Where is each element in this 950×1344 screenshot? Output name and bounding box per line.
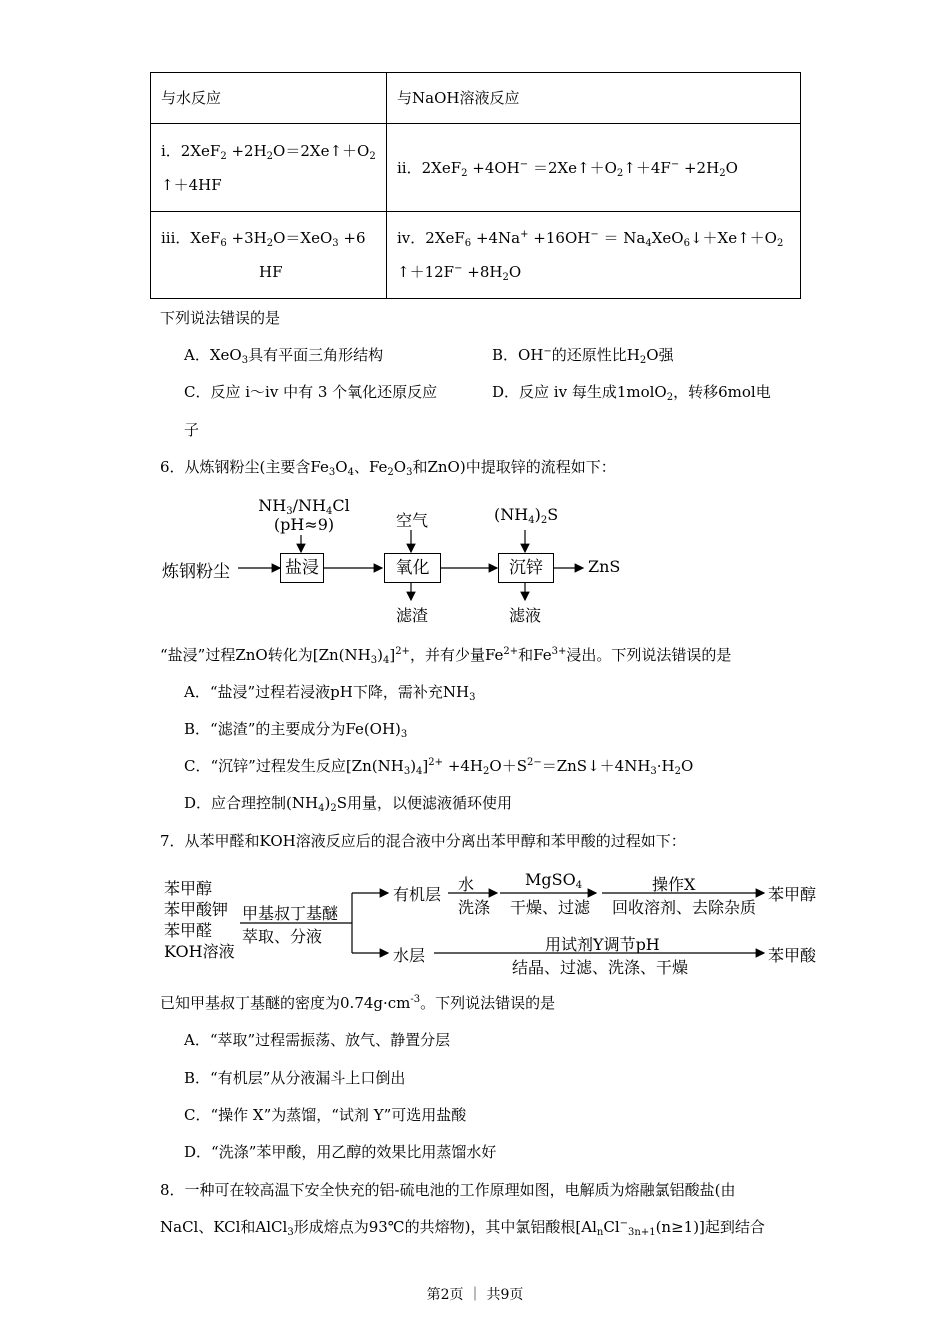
reaction-i: i．$2XeF_2 +2H_2O=2Xe↑+O_2$ ↑＋4HF — [151, 124, 387, 212]
text: 、Fe — [353, 458, 388, 476]
q7-product-benzyl-alcohol: 苯甲醇 — [768, 885, 817, 904]
q7-step1-bottom: 萃取、分液 — [242, 927, 323, 946]
q7-s2-bottom: 洗涤 — [458, 898, 491, 917]
rx-text: +4Na — [475, 229, 521, 247]
rx-text: +2H — [683, 158, 720, 177]
air-label: 空气 — [396, 511, 429, 530]
filtrate-label: 滤液 — [509, 606, 542, 625]
q8-line2: NaCl、KCl和AlCl$_3$形成熔点为93℃的共熔物)，其中氯铝酸根$[Al_nCl^-_{3n+1}(n\ge 1)]$起到结合 — [160, 1218, 765, 1238]
text: ) — [534, 505, 541, 524]
text: D．应合理控制(NH — [184, 794, 319, 812]
text: D．“洗涤”苯甲酸，用乙醇的效果比用蒸馏水好 — [184, 1143, 497, 1161]
text: A．“萃取”过程需振荡、放气、静置分层 — [184, 1031, 451, 1049]
text: ) — [377, 646, 383, 664]
q7-s5-bottom: 结晶、过滤、洗涤、干燥 — [512, 958, 689, 977]
rx-text: +4OH — [472, 158, 520, 177]
text: 已知甲基叔丁基醚的密度为0.74g·cm — [160, 994, 411, 1012]
page-footer: 第2页 ｜ 共9页 — [426, 1287, 524, 1303]
reaction-iii: iii．$XeF_6 +3H_2O=XeO_3 +6$ HF — [151, 212, 387, 299]
rx-text: iii．XeF — [161, 229, 221, 247]
q6-option-b: B．“滤渣”的主要成分为$Fe(OH)_3$ — [184, 720, 408, 740]
reagent1-label: $NH_3/NH_4Cl$ (pH≈9) — [258, 496, 350, 534]
text: (NH — [494, 505, 529, 524]
text: D．反应 iv 每生成1molO — [492, 383, 667, 401]
q7-s4-top: 操作X — [652, 875, 696, 894]
text: ] — [389, 646, 396, 664]
text: 和ZnO)中提取锌的流程如下： — [412, 458, 616, 476]
text: A．“盐浸”过程若浸液pH下降，需补充NH — [184, 683, 470, 701]
text: “盐浸”过程ZnO转化为[Zn(NH — [160, 646, 371, 664]
q8-line1 — [160, 1178, 735, 1202]
box-salt-leach: 盐浸 — [280, 553, 324, 583]
text: S — [547, 505, 559, 524]
q7-product-benzoic-acid: 苯甲酸 — [768, 946, 817, 965]
q7-option-d — [184, 1140, 496, 1164]
q7-water-layer: 水层 — [393, 946, 426, 965]
text: C．“操作 X”为蒸馏，“试剂 Y”可选用盐酸 — [184, 1106, 467, 1124]
rx-text: +2H — [231, 141, 267, 160]
q5-option-d: D．反应 iv 每生成1molO$_2$，转移6mol电 — [492, 383, 771, 403]
text: A．XeO — [184, 346, 242, 364]
text: 苯甲酸钾 — [164, 900, 229, 919]
q5-option-b: B．OH−的还原性比$H_2O$强 — [492, 346, 674, 366]
text: O＋S — [489, 757, 527, 775]
q7-s2-top: 水 — [458, 875, 475, 894]
text: NaCl、KCl和AlCl — [160, 1218, 288, 1236]
text: ] — [422, 757, 429, 775]
text: ，并有少量Fe — [409, 646, 504, 664]
text: +4H — [447, 757, 484, 775]
text: ，转移6mol电 — [673, 383, 771, 401]
text: ＝ZnS↓＋4NH — [541, 757, 651, 775]
q7-option-a — [184, 1028, 450, 1052]
rx-text: XeO — [651, 229, 684, 247]
q7-mixture-list — [164, 878, 235, 962]
rx-text: ↓＋Xe↑＋O — [689, 229, 777, 247]
text: 浸出。下列说法错误的是 — [566, 646, 732, 664]
q6-option-a: A．“盐浸”过程若浸液pH下降，需补充$NH_3$ — [184, 683, 476, 703]
text: 8．一种可在较高温下安全快充的铝-硫电池的工作原理如图，电解质为熔融氯铝酸盐(由 — [160, 1181, 736, 1199]
text: 7．从苯甲醛和KOH溶液反应后的混合液中分离出苯甲醇和苯甲酸的过程如下： — [160, 832, 686, 850]
rx-text: ii．2XeF — [397, 158, 462, 177]
cell-text: 与NaOH溶液反应 — [397, 89, 520, 107]
text: B．“有机层”从分液漏斗上口倒出 — [184, 1069, 406, 1087]
text: Cl — [603, 1218, 620, 1236]
q7-step1-top: 甲基叔丁基醚 — [242, 904, 339, 923]
q6-note: “盐浸”过程ZnO转化为$[Zn(NH_3)_4]^{2+}$，并有少量$Fe^{2+}$和$Fe^{3+}$浸出。下列说法错误的是 — [160, 646, 732, 666]
flow-start-label: 炼钢粉尘 — [162, 562, 230, 582]
text: C．“沉锌”过程发生反应[Zn(NH — [184, 757, 404, 775]
q7-s3-bottom: 干燥、过滤 — [510, 898, 591, 917]
text: NH — [258, 496, 287, 515]
rx-text: O — [508, 263, 522, 281]
rx-text: +8H — [467, 263, 503, 281]
flow-product-label: ZnS — [588, 557, 621, 576]
q7-note: 已知甲基叔丁基醚的密度为$0.74g\cdot cm^{-3}$。下列说法错误的是 — [160, 994, 556, 1012]
q5-option-a: A．XeO$_3$具有平面三角形结构 — [184, 346, 384, 366]
q7-stem — [160, 829, 686, 853]
text: KOH溶液 — [164, 942, 235, 961]
text: 苯甲醛 — [164, 921, 213, 940]
text: (pH≈9) — [273, 515, 335, 534]
q6-stem: 6．从炼钢粉尘(主要含$Fe_3O_4$、$Fe_2O_3$和ZnO)中提取锌的流程如下： — [160, 458, 616, 478]
rx-text: ＝2Xe↑＋O — [532, 158, 617, 177]
rx-text: ↑＋12F — [397, 263, 455, 281]
reaction-ii: ii．$2XeF_2 +4OH^- =2Xe↑+O_2↑+4F^- +2H_2O$ — [387, 124, 801, 212]
text: C．反应 i～iv 中有 3 个氧化还原反应 — [184, 383, 438, 401]
q7-s5-top: 用试剂Y调节pH — [545, 935, 660, 954]
reaction-iv: iv．$2XeF_6 +4Na^+ +16OH^- = Na_4XeO_6↓+Xe↑+O_2$ ↑＋12F− $+8H_2O$ — [387, 212, 801, 299]
q7-s3-top: MgSO$_4$ — [525, 870, 583, 891]
text: 的还原性比H — [551, 346, 640, 364]
q7-organic-layer: 有机层 — [393, 885, 442, 904]
text: ) — [324, 794, 331, 812]
q6-option-d: D．应合理控制$(NH_4)_2S$用量，以便滤液循环使用 — [184, 794, 512, 814]
text: ·H — [656, 757, 675, 775]
rx-text: O＝XeO — [273, 229, 333, 247]
text: O — [393, 458, 407, 476]
rx-text: ＝ Na — [603, 229, 646, 247]
rx-text: ↑＋4HF — [161, 175, 222, 194]
text: 和Fe — [518, 646, 552, 664]
text: (n≥1)]起到结合 — [655, 1218, 765, 1236]
text: S用量，以便滤液循环使用 — [336, 794, 512, 812]
text: O — [681, 757, 694, 775]
rx-text: O＝2Xe↑＋O — [273, 141, 370, 160]
text: ) — [410, 757, 417, 775]
rx-text: i．2XeF — [161, 141, 221, 160]
text: O强 — [646, 346, 674, 364]
box-oxidation: 氧化 — [384, 553, 441, 583]
q7-s4-bottom: 回收溶剂、去除杂质 — [612, 898, 757, 917]
text: B．OH — [492, 346, 544, 364]
rx-text: +3H — [231, 229, 267, 247]
box-zinc-precipitation: 沉锌 — [498, 553, 554, 583]
rx-text: ↑＋4F — [623, 158, 671, 177]
cell-text: 与水反应 — [161, 89, 222, 107]
text: MgSO — [525, 870, 576, 889]
reagent3-label: $(NH_4)_2S$ — [494, 505, 559, 526]
q7-option-c — [184, 1103, 466, 1127]
text: /NH — [292, 496, 326, 515]
rx-text: +16OH — [533, 229, 591, 247]
rx-text: O — [725, 158, 738, 177]
text: 苯甲醇 — [164, 879, 213, 898]
text: B．“滤渣”的主要成分为Fe(OH) — [184, 720, 401, 738]
text: Cl — [332, 496, 350, 515]
text: 下列说法错误的是 — [160, 309, 281, 327]
q6-option-c: C．“沉锌”过程发生反应$[Zn(NH_3)_4]^{2+}$ $+4H_2O+S^{2-}=ZnS↓+4NH_3\cdot H_2O$ — [184, 757, 694, 777]
text: 6．从炼钢粉尘(主要含Fe — [160, 458, 329, 476]
rx-text: HF — [259, 263, 283, 281]
text: 子 — [184, 421, 200, 439]
rx-text: +6 — [343, 229, 366, 247]
text: O — [335, 458, 348, 476]
text: 形成熔点为93℃的共熔物)，其中氯铝酸根[Al — [293, 1218, 597, 1236]
text: 。下列说法错误的是 — [420, 994, 556, 1012]
text: 具有平面三角形结构 — [248, 346, 384, 364]
rx-text: iv．2XeF — [397, 229, 465, 247]
residue-label: 滤渣 — [396, 606, 429, 625]
q7-option-b — [184, 1066, 405, 1090]
